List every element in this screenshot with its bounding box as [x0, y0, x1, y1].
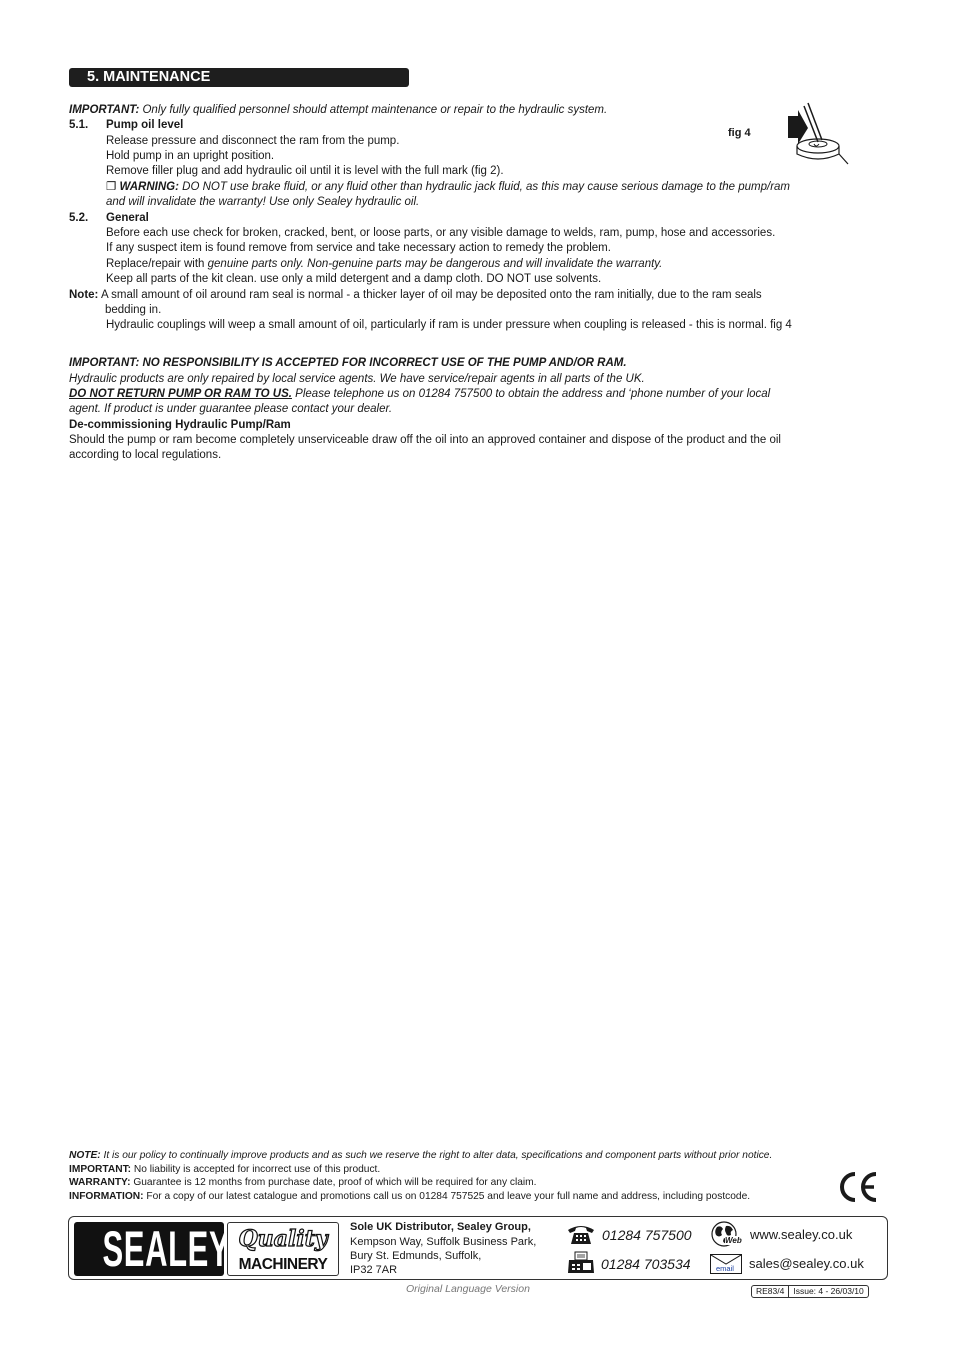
footer-information	[69, 1190, 750, 1204]
warning-line-2: and will invalidate the warranty! Use only Sealey hydraulic oil.	[106, 196, 420, 208]
model-reference: RE83/4	[756, 1286, 785, 1296]
website-link[interactable]: www.sealey.co.uk	[750, 1227, 853, 1242]
footer-important-text: No liability is accepted for incorrect use of this product.	[131, 1164, 381, 1175]
s52-line-1: Before each use check for broken, cracked, bent, or loose parts, or any visible damage to welds, ram, pump, hose and accessories.	[106, 227, 776, 239]
hydraulic-coupling-icon	[786, 100, 852, 170]
ce-mark-icon	[836, 1170, 880, 1204]
s52-number: 5.2.	[69, 212, 89, 224]
responsibility-line-3	[69, 387, 770, 402]
note-label: Note:	[69, 289, 99, 301]
footer-important-label: IMPORTANT:	[69, 1164, 132, 1175]
responsibility-line-2: Hydraulic products are only repaired by local service agents. We have service/repair agents in all parts of the UK.	[69, 373, 645, 385]
issue-date: Issue: 4 - 26/03/10	[788, 1286, 867, 1297]
fax-number: 01284 703534	[601, 1256, 691, 1272]
note-line-1	[69, 288, 762, 303]
footer-warranty	[69, 1176, 537, 1190]
checkbox-icon: ❐	[106, 181, 117, 193]
s51-line-2: Hold pump in an upright position.	[106, 150, 275, 162]
telephone-instruction: Please telephone us on 01284 757500 to obtain the address and ‘phone number of your local	[291, 388, 771, 400]
telephone-glyph	[566, 1222, 596, 1246]
distributor-address-3: IP32 7AR	[350, 1264, 398, 1276]
footer-note-text: It is our policy to continually improve products and as such we reserve the right to alter data, specifications and component parts without prior notice.	[100, 1150, 773, 1161]
sealey-logo-text: SEALEY	[102, 1221, 231, 1277]
note-line-2: bedding in.	[105, 304, 162, 316]
footer-information-label: INFORMATION:	[69, 1191, 144, 1202]
warning-text: DO NOT use brake fluid, or any fluid other than hydraulic jack fluid, as this may cause serious damage to the pump/ram	[178, 181, 791, 193]
important-label: IMPORTANT:	[69, 104, 140, 116]
warning-label: WARNING:	[119, 181, 179, 193]
footer-note-label: NOTE:	[69, 1150, 101, 1161]
note-text: A small amount of oil around ram seal is normal - a thicker layer of oil may be deposited onto the ram initially, due to the ram seals	[98, 289, 762, 301]
s51-title: Pump oil level	[106, 119, 184, 131]
telephone-icon	[566, 1222, 596, 1246]
ce-mark-graphic	[836, 1170, 880, 1204]
section-title: 5. MAINTENANCE	[69, 68, 409, 87]
s52-title: General	[106, 212, 149, 224]
footer-warranty-label: WARRANTY:	[69, 1177, 131, 1188]
do-not-return-text: DO NOT RETURN PUMP OR RAM TO US.	[69, 388, 292, 400]
decommission-line-2: according to local regulations.	[69, 449, 222, 461]
responsibility-line-4: agent. If product is under guarantee please contact your dealer.	[69, 403, 393, 415]
s52-line-4: Keep all parts of the kit clean. use only a mild detergent and a damp cloth. DO NOT use solvents.	[106, 273, 602, 285]
footer-note	[69, 1149, 772, 1163]
distributor-title: Sole UK Distributor, Sealey Group,	[350, 1221, 531, 1233]
s51-number: 5.1.	[69, 119, 89, 131]
quality-machinery-logo	[227, 1222, 339, 1276]
machinery-text: MACHINERY	[238, 1256, 328, 1273]
s51-line-1: Release pressure and disconnect the ram from the pump.	[106, 135, 400, 147]
fax-glyph	[566, 1251, 596, 1275]
email-envelope-icon	[710, 1254, 742, 1274]
responsibility-heading: IMPORTANT: NO RESPONSIBILITY IS ACCEPTED FOR INCORRECT USE OF THE PUMP AND/OR RAM.	[69, 357, 627, 369]
phone-number: 01284 757500	[602, 1227, 692, 1243]
s51-line-3: Remove filler plug and add hydraulic oil until it is level with the full mark (fig 2).	[106, 165, 504, 177]
s52-line-3	[106, 257, 662, 272]
email-icon-label: email	[716, 1264, 734, 1273]
email-link[interactable]: sales@sealey.co.uk	[749, 1256, 864, 1271]
document-reference-box	[751, 1285, 869, 1298]
footer-important	[69, 1163, 380, 1177]
note-line-3: Hydraulic couplings will weep a small amount of oil, particularly if ram is under pressure when coupling is released - this is normal. fig 4	[106, 319, 792, 331]
original-language-note: Original Language Version	[406, 1283, 530, 1295]
decommission-title: De-commissioning Hydraulic Pump/Ram	[69, 419, 291, 431]
decommission-line-1: Should the pump or ram become completely unserviceable draw off the oil into an approved container and dispose of the product and the oil	[69, 434, 781, 446]
figure-label: fig 4	[728, 127, 751, 139]
footer-information-text: For a copy of our latest catalogue and promotions call us on 01284 757525 and leave your full name and address, including postcode.	[143, 1191, 751, 1202]
s52-line-3b: genuine parts only. Non-genuine parts may be dangerous and will invalidate the warranty.	[207, 258, 663, 270]
distributor-address-2: Bury St. Edmunds, Suffolk,	[350, 1250, 482, 1262]
sealey-logo	[74, 1221, 231, 1277]
important-line	[69, 103, 607, 118]
coupling-figure	[786, 100, 852, 170]
quality-text: Quality	[238, 1226, 328, 1252]
web-icon-label: Web	[725, 1236, 742, 1245]
warning-line-1	[106, 180, 790, 195]
s52-line-2: If any suspect item is found remove from service and take necessary action to remedy the problem.	[106, 242, 611, 254]
distributor-address-1: Kempson Way, Suffolk Business Park,	[350, 1236, 537, 1248]
footer-warranty-text: Guarantee is 12 months from purchase date, proof of which will be required for any claim.	[130, 1177, 537, 1188]
s52-line-3a: Replace/repair with	[106, 258, 208, 270]
web-globe-icon	[710, 1221, 746, 1249]
fax-icon	[566, 1251, 596, 1275]
important-text: Only fully qualified personnel should attempt maintenance or repair to the hydraulic system.	[139, 104, 608, 116]
